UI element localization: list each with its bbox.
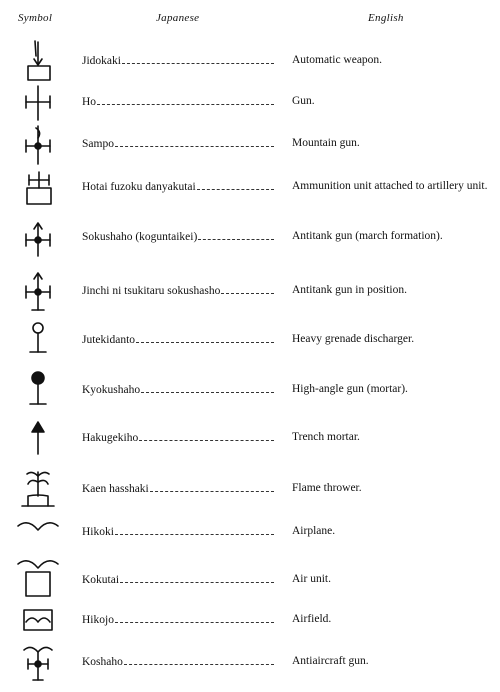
trench-mortar-icon [14,414,62,466]
header-symbol: Symbol [18,12,53,24]
high-angle-gun-icon [14,364,62,416]
english-term: High-angle gun (mortar). [292,383,408,395]
antitank-gun-march-icon [14,212,62,264]
flame-thrower-icon [14,464,62,516]
air-unit-icon [14,554,62,606]
english-term: Antitank gun in position. [292,284,407,296]
english-term: Antitank gun (march formation). [292,230,443,242]
japanese-term: Jidokaki [82,53,282,71]
japanese-term: Hikoki [82,524,282,542]
english-term: Automatic weapon. [292,54,383,66]
japanese-term: Kokutai [82,572,282,590]
english-term: Airfield. [292,613,332,625]
header-japanese: Japanese [156,12,200,24]
japanese-term: Ho [82,94,282,112]
japanese-term: Koshaho [82,654,282,672]
japanese-term: Kaen hasshaki [82,481,282,499]
japanese-term: Kyokushaho [82,382,282,400]
japanese-term: Jutekidanto [82,332,282,350]
antitank-gun-position-icon [14,264,62,316]
english-term: Ammunition unit attached to artillery unit. [292,180,488,192]
english-term: Trench mortar. [292,431,360,443]
english-term: Flame thrower. [292,482,362,494]
japanese-term: Jinchi ni tsukitaru sokushasho [82,283,282,301]
english-term: Antiaircraft gun. [292,655,369,667]
japanese-term: Sokushaho (koguntaikei) [82,229,282,247]
english-term: Airplane. [292,525,336,537]
japanese-term: Hotai fuzoku danyakutai [82,179,282,197]
english-term: Air unit. [292,573,331,585]
heavy-grenade-discharger-icon [14,314,62,366]
english-term: Gun. [292,95,315,107]
japanese-term: Sampo [82,136,282,154]
japanese-term: Hakugekiho [82,430,282,448]
antiaircraft-gun-icon [14,640,62,692]
header-english: English [368,12,404,24]
japanese-term: Hikojo [82,612,282,630]
english-term: Heavy grenade discharger. [292,333,415,345]
ammunition-unit-icon [14,162,62,214]
english-term: Mountain gun. [292,137,360,149]
